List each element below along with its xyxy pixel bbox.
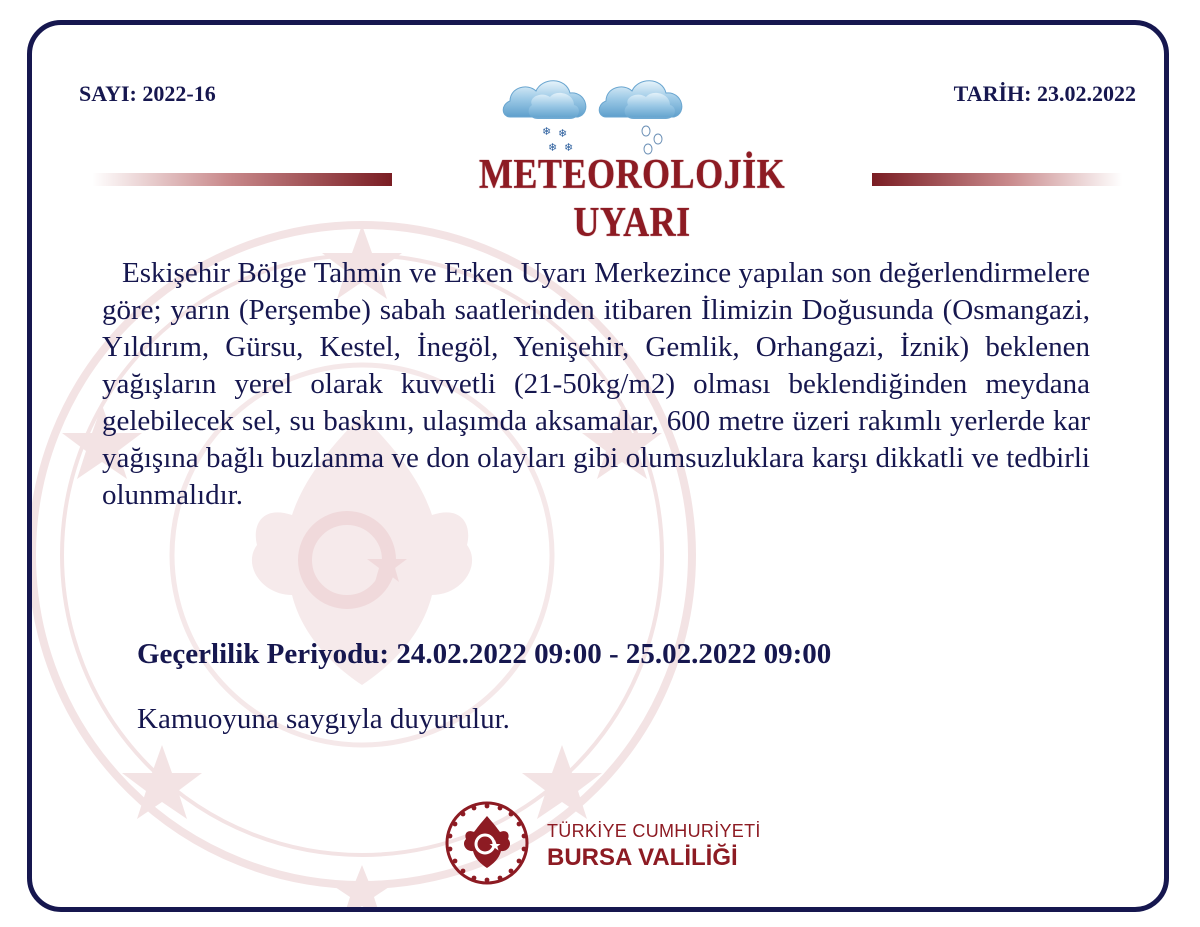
document-date: TARİH: 23.02.2022: [953, 81, 1136, 106]
validity-period: Geçerlilik Periyodu: 24.02.2022 09:00 - 25.02.2022 09:00: [137, 638, 832, 670]
title-decoration-right: [872, 173, 1122, 186]
title-decoration-left: [92, 173, 392, 186]
snow-cloud-icon: [503, 81, 586, 154]
announcement-paragraph: Eskişehir Bölge Tahmin ve Erken Uyarı Merkezince yapılan son değerlendirmelere göre; yarın (Perşembe) sabah saatlerinden itibaren İlimizin Doğusunda (Osmangazi, Yıldırım, Gürsu, Kestel, İnegöl, Yenişehir, Gemlik, Orhangazi, İznik) beklenen yağışların yerel olarak kuvvetli (21-50kg/m2) olması beklendiğinden meydana gelebilecek sel, su baskını, ulaşımda aksamalar, 600 metre üzeri rakımlı yerlerde kar yağışına bağlı buzlanma ve don olayları gibi olumsuzluklara karşı dikkatli ve tedbirli olunmalıdır.: [102, 257, 1090, 511]
title-row: [92, 151, 1122, 246]
closing-statement: Kamuoyuna saygıyla duyurulur.: [137, 703, 510, 735]
svg-text:❄: ❄: [542, 125, 552, 138]
footer-line-country: TÜRKİYE CUMHURİYETİ: [547, 821, 761, 841]
notice-frame: [27, 20, 1169, 912]
svg-text:❄: ❄: [564, 141, 574, 154]
weather-icons: [498, 65, 693, 160]
footer-line-institution: BURSA VALİLİĞİ: [547, 844, 738, 871]
page-title: METEOROLOJİK UYARI: [478, 152, 786, 246]
svg-text:❄: ❄: [548, 141, 558, 154]
svg-text:❄: ❄: [558, 127, 568, 140]
document-number: SAYI: 2022-16: [79, 81, 216, 106]
sleet-cloud-icon: [599, 81, 682, 154]
bursa-governorship-logo-icon: [442, 798, 532, 888]
footer-institution: [547, 821, 761, 872]
